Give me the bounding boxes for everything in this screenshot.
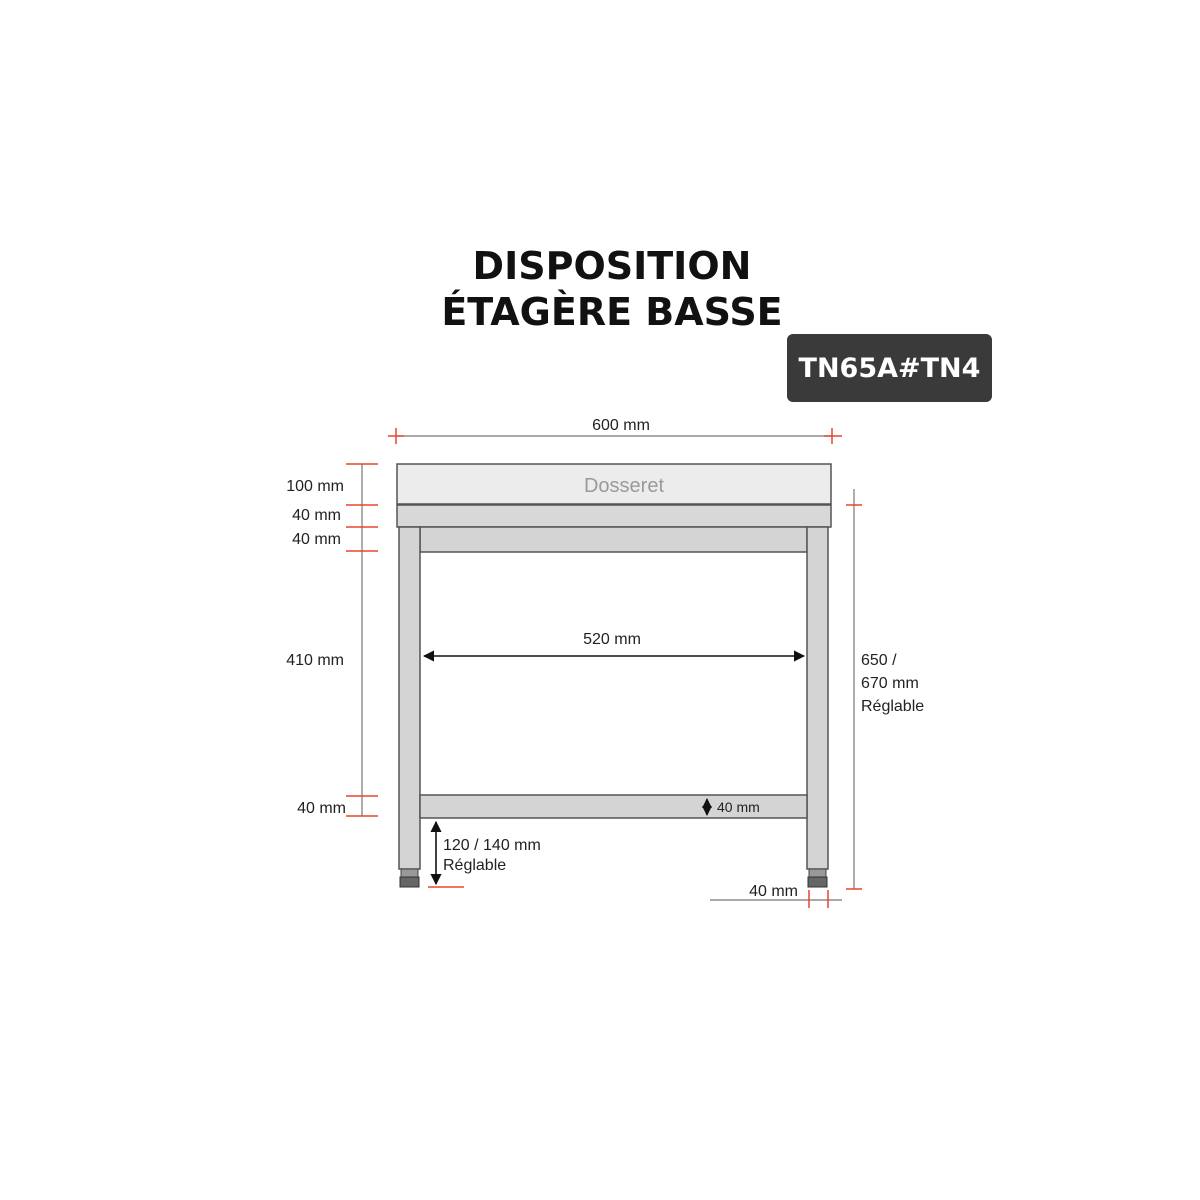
- total-height-dimension: [846, 489, 924, 889]
- apron: [420, 527, 807, 552]
- shelf-thickness-left-label: 40 mm: [297, 800, 346, 817]
- right-foot: [809, 869, 826, 877]
- left-foot: [401, 869, 418, 877]
- clear-height-label: 410 mm: [286, 652, 344, 669]
- foot-height-label-1: 120 / 140 mm: [443, 837, 541, 854]
- shelf-thickness-label: 40 mm: [717, 799, 760, 815]
- leg-width-label: 40 mm: [749, 883, 798, 900]
- width-label: 600 mm: [592, 417, 650, 434]
- left-height-chain: [286, 464, 378, 817]
- total-height-label-1: 650 /: [861, 652, 897, 669]
- total-height-label-3: Réglable: [861, 698, 925, 715]
- backsplash-label: Dosseret: [583, 475, 665, 497]
- top-thickness-label: 40 mm: [292, 507, 341, 524]
- worktop: [397, 505, 831, 527]
- total-height-label-2: 670 mm: [861, 675, 919, 692]
- apron-height-label: 40 mm: [292, 531, 341, 548]
- model-badge: TN65A#TN4: [787, 334, 992, 402]
- backsplash-panel: [397, 464, 831, 504]
- title-line-1: DISPOSITION: [472, 244, 752, 288]
- left-leg: [399, 527, 420, 869]
- width-dimension: [388, 417, 842, 444]
- right-leg: [807, 527, 828, 869]
- title-line-2: ÉTAGÈRE BASSE: [441, 290, 783, 334]
- foot-height-dimension: [428, 822, 541, 887]
- foot-height-label-2: Réglable: [443, 857, 507, 874]
- backsplash-height-label: 100 mm: [286, 478, 344, 495]
- inner-width-dimension: [424, 631, 804, 656]
- inner-width-label: 520 mm: [583, 631, 641, 648]
